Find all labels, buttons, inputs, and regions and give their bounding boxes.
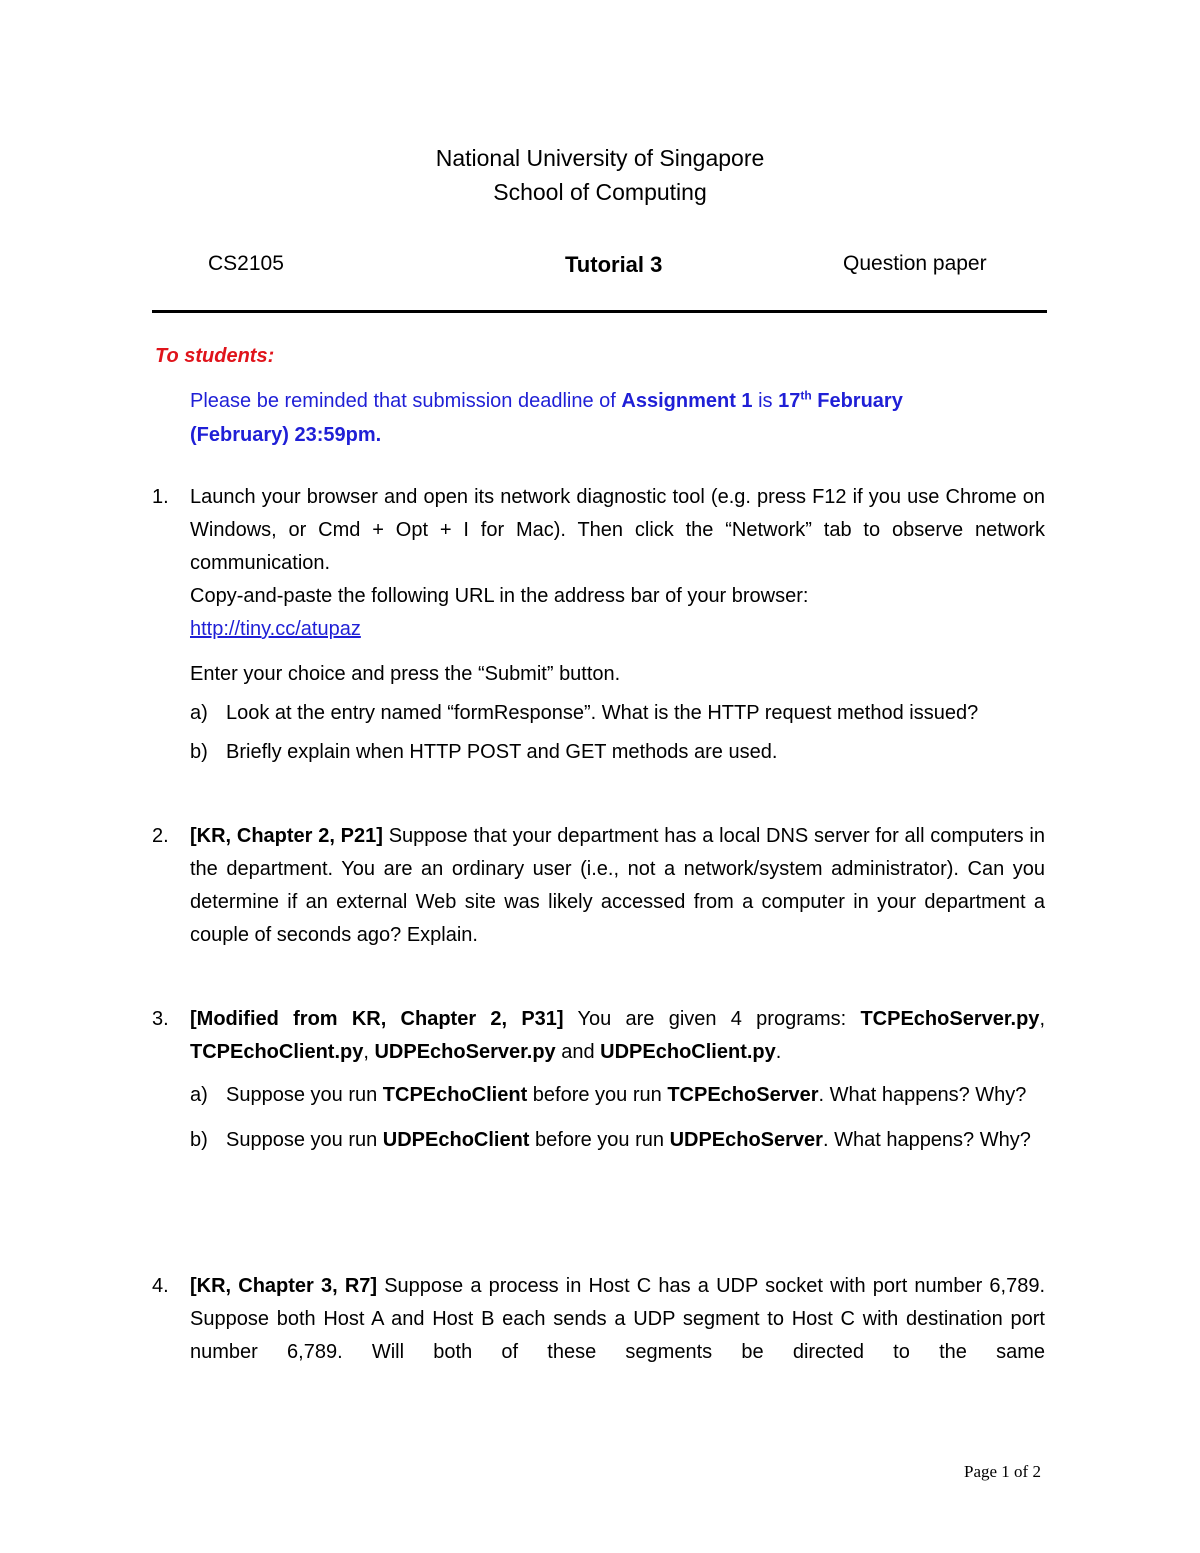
notice-assignment: Assignment 1 bbox=[621, 390, 753, 412]
program-name: UDPEchoServer.py bbox=[374, 1041, 556, 1063]
sub-question-text: . What happens? Why? bbox=[822, 1129, 1031, 1151]
question-text: Copy-and-paste the following URL in the address bar of your browser: bbox=[190, 585, 809, 607]
notice-date-suffix: th bbox=[800, 388, 812, 403]
program-name: TCPEchoServer bbox=[667, 1084, 819, 1106]
program-name: TCPEchoClient bbox=[382, 1084, 528, 1106]
question-reference: [KR, Chapter 3, R7] bbox=[190, 1275, 378, 1297]
question-reference: [Modified from KR, Chapter 2, P31] bbox=[190, 1008, 564, 1030]
question-text: Launch your browser and open its network diagnostic tool (e.g. press F12 if you use Chrome on Windows, or Cmd + Opt + I for Mac). Then click the “Network” tab to observe network communication. bbox=[190, 486, 1045, 574]
program-name: UDPEchoServer bbox=[669, 1129, 823, 1151]
sub-question-a bbox=[190, 1079, 1045, 1112]
sub-question-text: before you run bbox=[529, 1129, 670, 1151]
question-4 bbox=[152, 1270, 1045, 1369]
course-code: CS2105 bbox=[208, 252, 284, 275]
question-2 bbox=[152, 820, 1045, 952]
program-name: TCPEchoClient.py bbox=[190, 1041, 364, 1063]
notice-deadline-time: (February) 23:59pm. bbox=[190, 424, 382, 446]
sub-question-text: Briefly explain when HTTP POST and GET methods are used. bbox=[226, 741, 778, 763]
header-divider bbox=[152, 310, 1047, 313]
sub-question-label: b) bbox=[190, 1129, 208, 1151]
paper-type: Question paper bbox=[843, 252, 987, 275]
sub-question-label: a) bbox=[190, 1084, 208, 1106]
sub-question-text: before you run bbox=[527, 1084, 668, 1106]
notice-heading: To students: bbox=[155, 345, 275, 367]
sub-question-label: a) bbox=[190, 702, 208, 724]
page-number: Page 1 of 2 bbox=[964, 1462, 1041, 1481]
sub-question-text: Look at the entry named “formResponse”. What is the HTTP request method issued? bbox=[226, 702, 979, 724]
sub-question-label: b) bbox=[190, 741, 208, 763]
program-name: UDPEchoClient.py bbox=[600, 1041, 776, 1063]
sub-question-b bbox=[190, 1124, 1045, 1157]
question-number: 3. bbox=[152, 1008, 169, 1030]
question-1 bbox=[152, 481, 1045, 769]
separator: . bbox=[775, 1041, 782, 1063]
separator: , bbox=[363, 1041, 375, 1063]
question-3 bbox=[152, 1003, 1045, 1157]
separator: , bbox=[1039, 1008, 1045, 1030]
sub-question-a bbox=[190, 697, 1045, 730]
sub-question-text: Suppose you run bbox=[226, 1084, 383, 1106]
university-name: National University of Singapore bbox=[435, 145, 765, 171]
program-name: TCPEchoServer.py bbox=[860, 1008, 1040, 1030]
tutorial-title: Tutorial 3 bbox=[565, 252, 663, 277]
question-number: 2. bbox=[152, 825, 169, 847]
notice-text: is bbox=[752, 390, 779, 412]
sub-question-text: Suppose you run bbox=[226, 1129, 383, 1151]
notice-date-day: 17 bbox=[778, 390, 801, 412]
question-reference: [KR, Chapter 2, P21] bbox=[190, 825, 383, 847]
sub-question-text: . What happens? Why? bbox=[818, 1084, 1027, 1106]
sub-question-b bbox=[190, 736, 1045, 769]
notice-date-month: February bbox=[811, 390, 903, 412]
separator: and bbox=[555, 1041, 601, 1063]
question-text: You are given 4 programs: bbox=[563, 1008, 861, 1030]
school-name: School of Computing bbox=[493, 179, 707, 205]
program-name: UDPEchoClient bbox=[382, 1129, 530, 1151]
question-text: Enter your choice and press the “Submit” button. bbox=[190, 663, 621, 685]
question-number: 4. bbox=[152, 1275, 169, 1297]
question-number: 1. bbox=[152, 486, 169, 508]
question-text: Suppose a process in Host C has a UDP socket with port number 6,789. Suppose both Host A and Host B each sends a UDP segment to Host C with destination port number 6,789. Will both of these segments be directed to the same bbox=[190, 1275, 1045, 1363]
tutorial-link[interactable]: http://tiny.cc/atupaz bbox=[190, 618, 361, 640]
notice-text: Please be reminded that submission deadline of bbox=[190, 390, 622, 412]
question-text: Suppose that your department has a local DNS server for all computers in the department. You are an ordinary user (i.e., not a network/system administrator). Can you determine if an external Web site was likely accessed from a computer in your department a couple of seconds ago? Explain. bbox=[190, 825, 1046, 946]
deadline-notice bbox=[190, 384, 1045, 452]
